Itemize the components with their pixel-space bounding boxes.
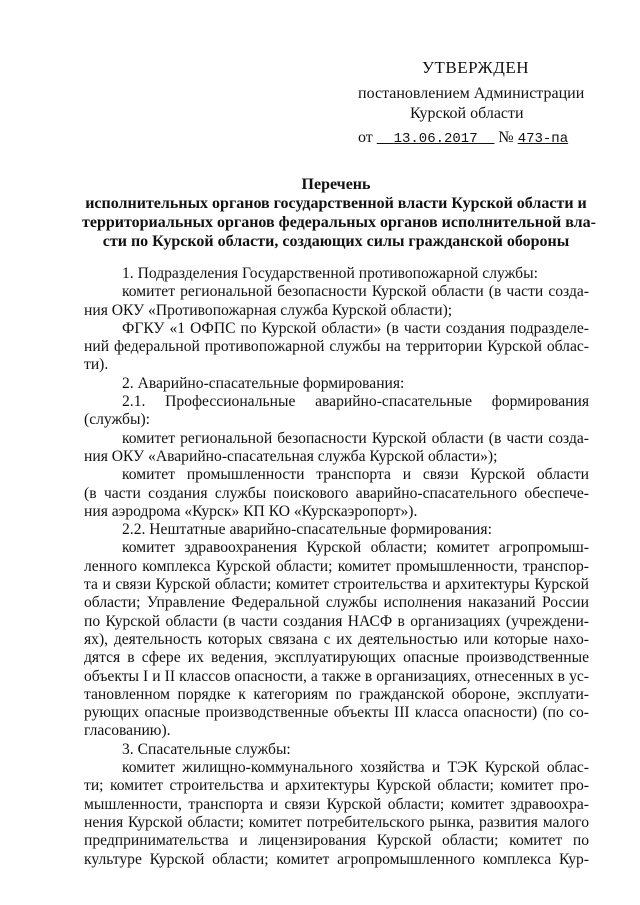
body-line: 1. Подразделения Государственной противопожарной службы:: [122, 265, 538, 282]
approval-line-region: Курской области: [410, 105, 524, 122]
body-line: ФГКУ «1 ОФПС по Курской области» (в части создания подразделе-: [122, 319, 589, 337]
document-title: [82, 175, 596, 251]
body-line: области; Управление Федеральной службы исполнения наказаний России: [84, 594, 589, 612]
body-line: ти).: [84, 356, 109, 374]
approval-date-line: [358, 128, 588, 150]
approval-number: 473-па: [517, 131, 569, 147]
title-line-4: сти по Курской области, создающих силы гражданской обороны: [102, 233, 570, 250]
body-line: ния ОКУ «Аварийно-спасательная служба Курской области»);: [84, 447, 498, 465]
body-line: мышленности, транспорта и связи Курской области; комитет здравоохра-: [84, 795, 589, 813]
approval-line-administration: постановлением Администрации: [358, 85, 585, 102]
body-line: ленного комплекса Курской области; комитет промышленности, транспор-: [84, 557, 589, 575]
body-line: ти; комитет строительства и архитектуры Курской области; комитет про-: [84, 777, 589, 795]
body-line: ния ОКУ «Противопожарная служба Курской области);: [84, 301, 453, 319]
body-line: (в части создания службы поискового аварийно-спасательного обеспече-: [84, 484, 589, 502]
title-line-2: исполнительных органов государственной власти Курской области и: [85, 195, 587, 212]
body-line: комитет региональной безопасности Курской области (в части созда-: [122, 429, 589, 447]
body-line: 3. Спасательные службы:: [122, 740, 291, 758]
body-line: тановленном порядке к категориям по гражданской обороне, эксплуати-: [84, 685, 589, 703]
body-line: ния аэродрома «Курск» КП КО «Курскаэропорт»).: [84, 502, 418, 520]
date-prefix: от: [358, 129, 373, 146]
body-line: 2.1. Профессиональные аварийно-спасательные формирования: [122, 393, 589, 411]
approval-block: [358, 58, 588, 150]
body-line: по Курской области (в части создания НАСФ в организациях (учреждени-: [84, 612, 589, 630]
body-line: нения Курской области; комитет потребительского рынка, развития малого: [84, 813, 589, 831]
body-line: комитет региональной безопасности Курской области (в части созда-: [122, 283, 589, 301]
body-line: культуре Курской области; комитет агропромышленного комплекса Кур-: [84, 850, 589, 868]
body-line: комитет жилищно-коммунального хозяйства и ТЭК Курской облас-: [122, 759, 589, 777]
body-line: ях), деятельность которых связана с их деятельностью или которые нахо-: [84, 630, 589, 648]
body-line: та и связи Курской области; комитет строительства и архитектуры Курской: [84, 576, 589, 594]
title-line-3: территориальных органов федеральных органов исполнительной вла-: [82, 214, 596, 231]
approval-date: 13.06.2017: [393, 131, 478, 147]
document-body: [84, 265, 589, 869]
body-line: объекты I и II классов опасности, а также в организациях, отнесенных в ус-: [84, 667, 589, 685]
body-line: комитет здравоохранения Курской области; комитет агропромыш-: [122, 539, 589, 557]
body-line: 2. Аварийно-спасательные формирования:: [122, 374, 405, 392]
body-line: гласованию).: [84, 722, 171, 740]
body-line: 2.2. Нештатные аварийно-спасательные формирования:: [122, 521, 492, 539]
number-prefix: №: [498, 129, 514, 146]
approval-heading: УТВЕРЖДЕН: [422, 58, 529, 77]
body-line: предпринимательства и лицензирования Курской области; комитет по: [84, 832, 589, 850]
body-line: (службы):: [84, 411, 150, 429]
body-line: ний федеральной противопожарной службы на территории Курской облас-: [84, 338, 589, 356]
body-line: дятся в сфере их ведения, эксплуатирующих опасные производственные: [84, 649, 589, 667]
body-line: рующих опасные производственные объекты III класса опасности) (по со-: [84, 704, 589, 722]
title-line-1: Перечень: [301, 176, 371, 193]
body-line: комитет промышленности транспорта и связи Курской области: [122, 466, 589, 484]
